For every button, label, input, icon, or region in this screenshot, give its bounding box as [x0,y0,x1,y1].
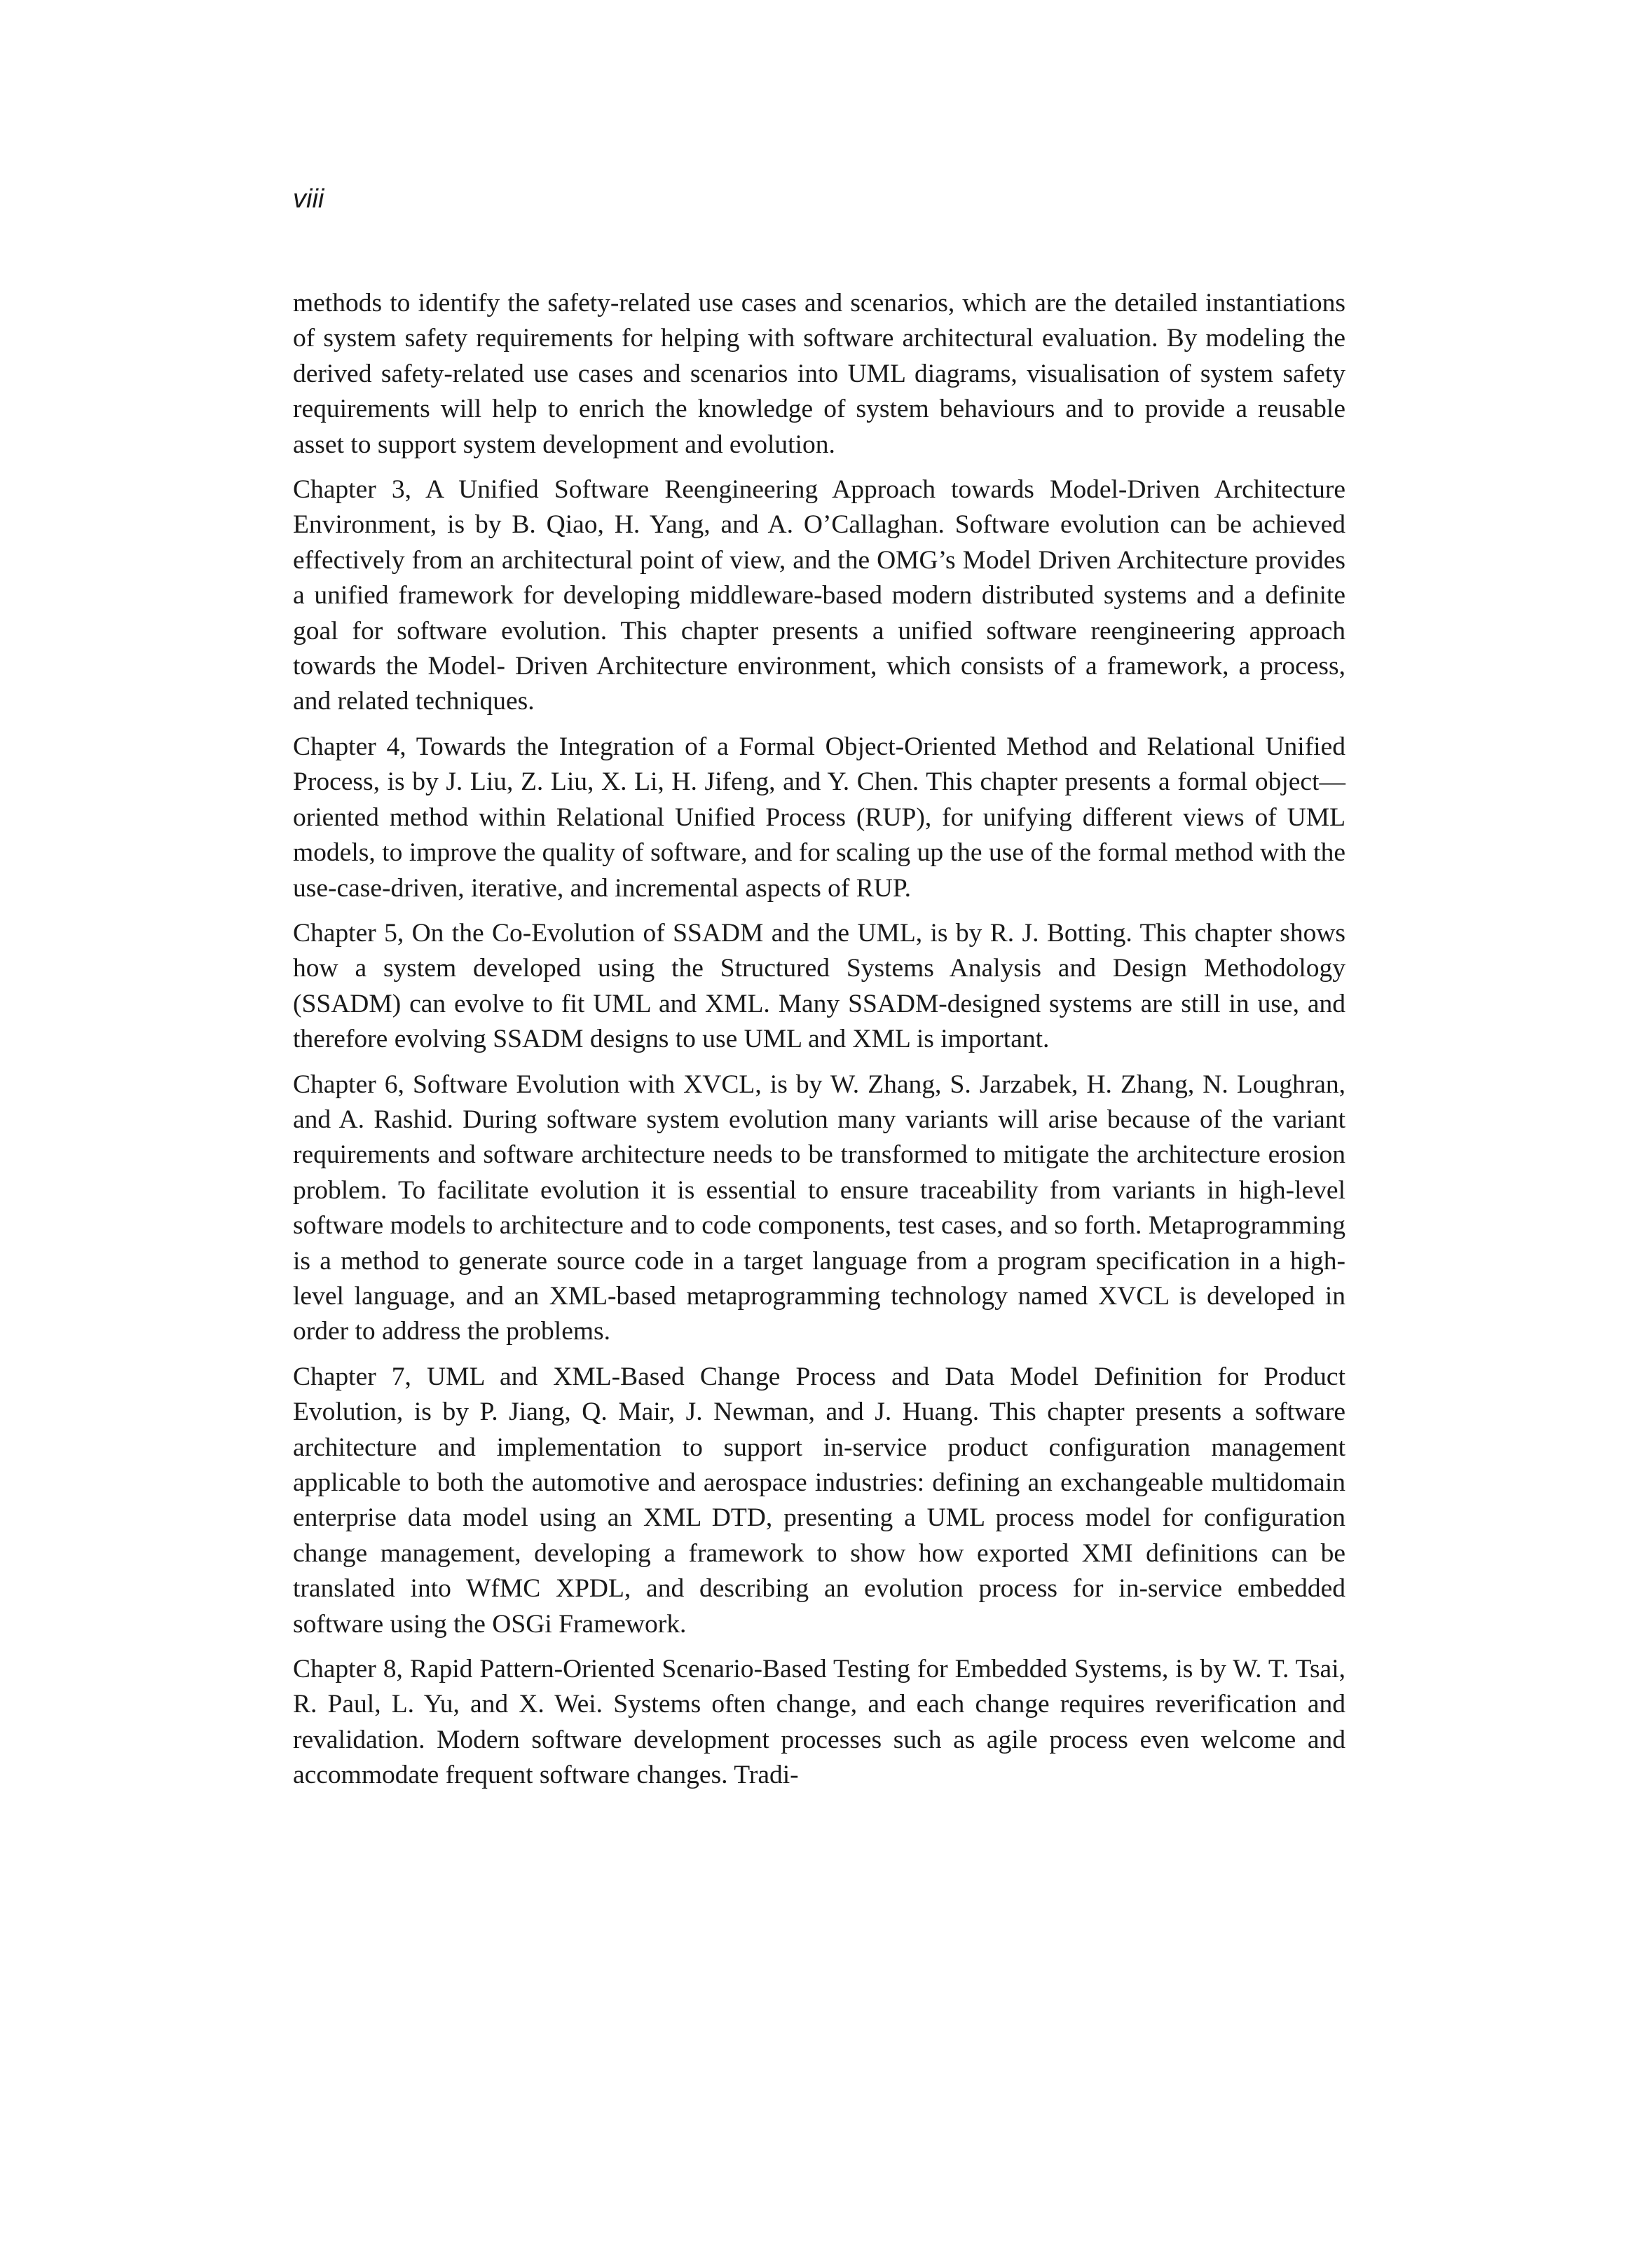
paragraph-chapter-5: Chapter 5, On the Co-Evolution of SSADM and the UML, is by R. J. Botting. This chapter shows how a system developed using the Structured Systems Analysis and Design Methodology (SSADM) can evolve to fit UML and XML. Many SSADM-designed systems are still in use, and therefore evolving SSADM designs to use UML and XML is important. [293,918,1345,1054]
paragraph-chapter-7: Chapter 7, UML and XML-Based Change Process and Data Model Definition for Product Evolution, is by P. Jiang, Q. Mair, J. Newman, and J. Huang. This chapter presents a software architecture and implementation to support in-service product configuration management applicable to both the automotive and aerospace industries: defining an exchangeable multidomain enterprise data model using an XML DTD, presenting a UML process model for configuration change management, developing a framework to show how exported XMI definitions can be translated into WfMC XPDL, and describing an evolution process for in-service embedded software using the OSGi Framework. [293,1362,1345,1639]
paragraph-continuation: methods to identify the safety-related use cases and scenarios, which are the detailed instantiations of system safety requirements for helping with software architectural evaluation. By modeling the derived safety-related use cases and scenarios into UML diagrams, visualisation of system safety requirements will help to enrich the knowledge of system behaviours and to provide a reusable asset to support system development and evolution. [293,289,1345,459]
paragraph-chapter-8: Chapter 8, Rapid Pattern-Oriented Scenario-Based Testing for Embedded Systems, is by W. T. Tsai, R. Paul, L. Yu, and X. Wei. Systems often change, and each change requires reverification and revalidation. Modern software development processes such as agile process even welcome and accommodate frequent software changes. Tradi- [293,1655,1345,1790]
paragraph-chapter-6: Chapter 6, Software Evolution with XVCL, is by W. Zhang, S. Jarzabek, H. Zhang, N. Loughran, and A. Rashid. During software system evolution many variants will arise because of the variant requirements and software architecture needs to be transformed to mitigate the architecture erosion problem. To facilitate evolution it is essential to ensure traceability from variants in high-level software models to architecture and to code components, test cases, and so forth. Metaprogramming is a method to generate source code in a target language from a program specification in a high-level language, and an XML-based metaprogramming technology named XVCL is developed in order to address the problems. [293,1070,1345,1346]
paragraph-chapter-3: Chapter 3, A Unified Software Reengineering Approach towards Model-Driven Architecture Environment, is by B. Qiao, H. Yang, and A. O’Callaghan. Software evolution can be achieved effectively from an architectural point of view, and the OMG’s Model Driven Architecture provides a unified framework for developing middleware-based modern distributed systems and a definite goal for software evolution. This chapter presents a unified software reengineering approach towards the Model- Driven Architecture environment, which consists of a framework, a process, and related techniques. [293,475,1345,716]
body-text [293,286,1345,1803]
page-number: viii [293,184,324,214]
paragraph-chapter-4: Chapter 4, Towards the Integration of a Formal Object-Oriented Method and Relational Unified Process, is by J. Liu, Z. Liu, X. Li, H. Jifeng, and Y. Chen. This chapter presents a formal object—oriented method within Relational Unified Process (RUP), for unifying different views of UML models, to improve the quality of software, and for scaling up the use of the formal method with the use-case-driven, iterative, and incremental aspects of RUP. [293,732,1345,903]
